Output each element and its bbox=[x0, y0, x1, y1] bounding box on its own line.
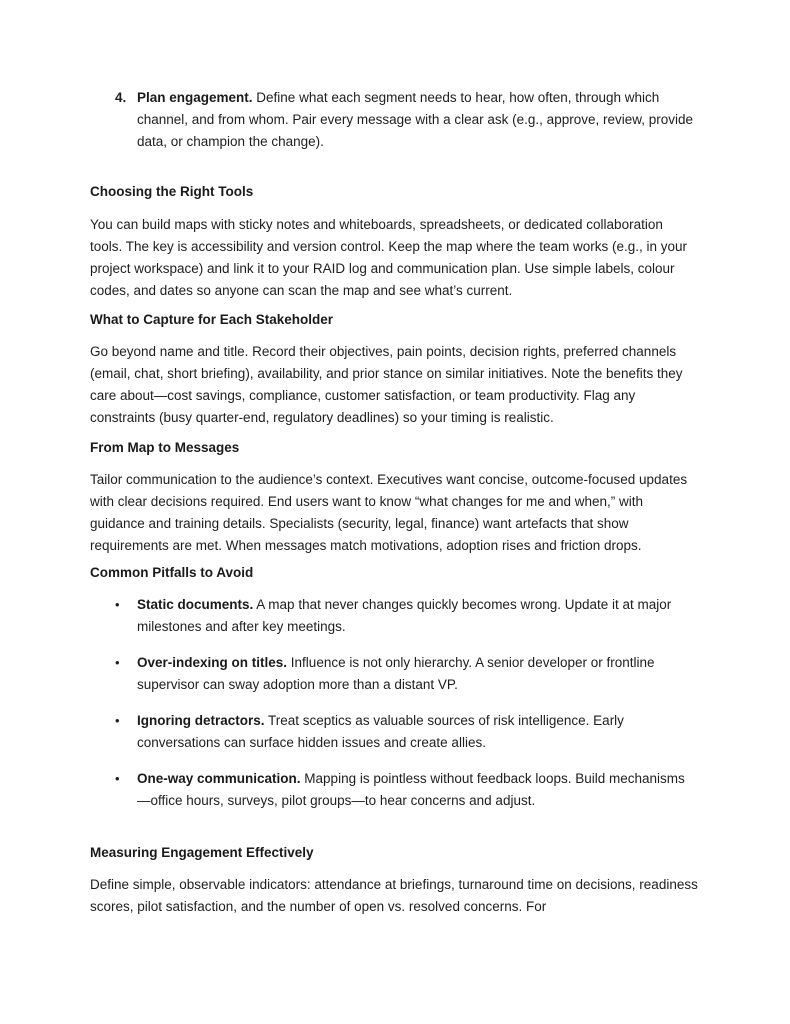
bullet-body: A map that never changes quickly becomes wrong. Update it at major milestones and after key meetings. bbox=[137, 597, 672, 634]
bullet-icon: • bbox=[115, 771, 120, 786]
section-heading-measuring-engagement: Measuring Engagement Effectively bbox=[90, 845, 314, 860]
bullet-lead: One-way communication. bbox=[137, 771, 301, 786]
paragraph-map-to-messages: Tailor communication to the audience’s context. Executives want concise, outcome-focused updates with clear decisions required. End users want to know “what changes for me and when,” with guidance and training details. Specialists (security, legal, finance) want artefacts that show requirements are met. When messages match motivations, adoption rises and friction drops. bbox=[90, 472, 688, 553]
list-item-lead: Plan engagement. bbox=[137, 90, 253, 105]
bullet-lead: Over-indexing on titles. bbox=[137, 655, 288, 670]
list-number: 4. bbox=[115, 90, 127, 105]
bullet-item-over-indexing bbox=[90, 652, 698, 696]
section-heading-common-pitfalls: Common Pitfalls to Avoid bbox=[90, 565, 254, 580]
list-item-body: Define what each segment needs to hear, how often, through which channel, and from whom. Pair every message with a clear ask (e.g., approve, review, provide data, or champion the change). bbox=[137, 90, 694, 149]
bullet-list bbox=[90, 594, 698, 812]
numbered-list-item bbox=[90, 87, 698, 153]
document-content bbox=[90, 87, 698, 918]
bullet-icon: • bbox=[115, 655, 120, 670]
bullet-item-static-documents bbox=[90, 594, 698, 638]
bullet-body: Influence is not only hierarchy. A senior developer or frontline supervisor can sway adoption more than a distant VP. bbox=[137, 655, 655, 692]
bullet-text bbox=[137, 768, 698, 812]
paragraph-what-to-capture: Go beyond name and title. Record their objectives, pain points, decision rights, preferred channels (email, chat, short briefing), availability, and prior stance on similar initiatives. Note the benefits they care about—cost savings, compliance, customer satisfaction, or team productivity. Flag any constraints (busy quarter-end, regulatory deadlines) so your timing is realistic. bbox=[90, 344, 683, 425]
bullet-icon: • bbox=[115, 597, 120, 612]
bullet-body: Treat sceptics as valuable sources of risk intelligence. Early conversations can surface hidden issues and create allies. bbox=[137, 713, 624, 750]
bullet-icon: • bbox=[115, 713, 120, 728]
bullet-lead: Ignoring detractors. bbox=[137, 713, 265, 728]
bullet-body: Mapping is pointless without feedback loops. Build mechanisms—office hours, surveys, pilot groups—to hear concerns and adjust. bbox=[137, 771, 685, 808]
list-item-text bbox=[137, 87, 698, 153]
bullet-item-one-way-communication bbox=[90, 768, 698, 812]
section-heading-choosing-tools: Choosing the Right Tools bbox=[90, 184, 254, 199]
section-heading-what-to-capture: What to Capture for Each Stakeholder bbox=[90, 312, 334, 327]
bullet-text bbox=[137, 594, 698, 638]
bullet-text bbox=[137, 652, 698, 696]
bullet-text bbox=[137, 710, 698, 754]
paragraph-measuring-engagement: Define simple, observable indicators: attendance at briefings, turnaround time on decisions, readiness scores, pilot satisfaction, and the number of open vs. resolved concerns. For bbox=[90, 877, 698, 914]
bullet-item-ignoring-detractors bbox=[90, 710, 698, 754]
bullet-lead: Static documents. bbox=[137, 597, 254, 612]
section-heading-map-to-messages: From Map to Messages bbox=[90, 440, 240, 455]
paragraph-choosing-tools: You can build maps with sticky notes and whiteboards, spreadsheets, or dedicated collaboration tools. The key is accessibility and version control. Keep the map where the team works (e.g., in your project workspace) and link it to your RAID log and communication plan. Use simple labels, colour codes, and dates so anyone can scan the map and see what’s current. bbox=[90, 217, 688, 298]
